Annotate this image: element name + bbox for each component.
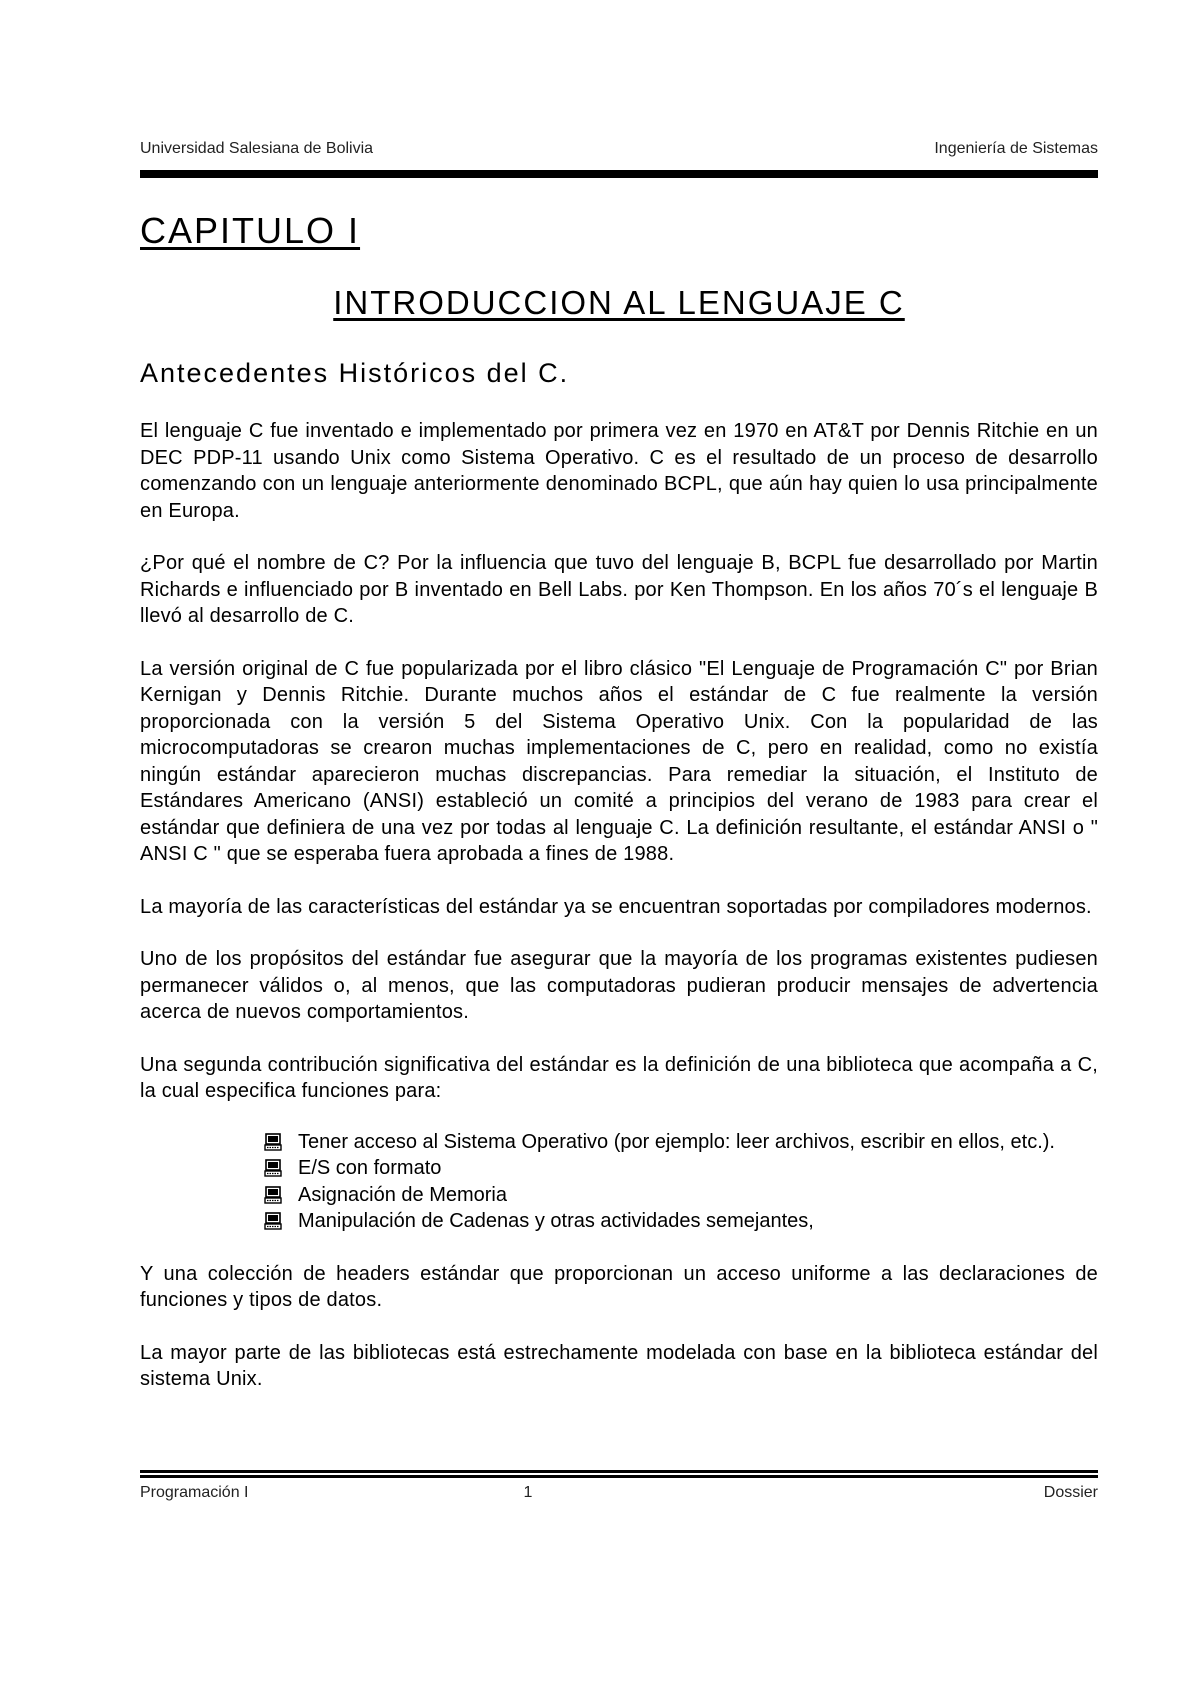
- computer-icon: [264, 1186, 282, 1204]
- paragraph: Uno de los propósitos del estándar fue asegurar que la mayoría de los programas existentes pudiesen permanecer válidos o, al menos, que las computadoras pudieran producir mensajes de advertencia acerca de nuevos comportamientos.: [140, 948, 1098, 1023]
- paragraph: Una segunda contribución significativa del estándar es la definición de una biblioteca que acompaña a C, la cual especifica funciones para:: [140, 1053, 1098, 1102]
- list-item: [264, 1182, 1098, 1209]
- list-item-text: E/S con formato: [298, 1157, 442, 1179]
- document-page: [140, 0, 1098, 1698]
- footer-rule: [140, 1470, 1098, 1478]
- paragraph: ¿Por qué el nombre de C? Por la influencia que tuvo del lenguaje B, BCPL fue desarrollado por Martin Richards e influenciado por B inventado en Bell Labs. por Ken Thompson. En los años 70´s el lenguaje B llevó al desarrollo de C.: [140, 552, 1098, 627]
- page-number: 1: [523, 1484, 533, 1501]
- paragraph: Y una colección de headers estándar que proporcionan un acceso uniforme a las declaraciones de funciones y tipos de datos.: [140, 1262, 1098, 1311]
- paragraph: La mayor parte de las bibliotecas está estrechamente modelada con base en la biblioteca estándar del sistema Unix.: [140, 1341, 1098, 1390]
- chapter-heading: CAPITULO I: [140, 210, 361, 251]
- section-title: Antecedentes Históricos del C.: [140, 358, 570, 388]
- list-item-text: Manipulación de Cadenas y otras actividades semejantes,: [298, 1210, 814, 1232]
- header-rule: [140, 170, 1098, 178]
- paragraph: El lenguaje C fue inventado e implementado por primera vez en 1970 en AT&T por Dennis Ritchie en un DEC PDP-11 usando Unix como Sistema Operativo. C es el resultado de un proceso de desarrollo comenzando con un lenguaje anteriormente denominado BCPL, que aún hay quien lo usa principalmente en Europa.: [140, 420, 1098, 522]
- list-item: [264, 1129, 1098, 1156]
- footer-doc-type: Dossier: [1043, 1484, 1098, 1501]
- body-content: [140, 418, 1098, 1419]
- header-department: Ingeniería de Sistemas: [934, 140, 1098, 157]
- function-list: [140, 1129, 1098, 1235]
- computer-icon: [264, 1159, 282, 1177]
- footer-course: Programación I: [140, 1484, 249, 1501]
- computer-icon: [264, 1133, 282, 1151]
- page-header: [140, 140, 1098, 162]
- list-item-text: Tener acceso al Sistema Operativo (por ejemplo: leer archivos, escribir en ellos, etc.).: [298, 1130, 1055, 1153]
- paragraph: La versión original de C fue popularizada por el libro clásico "El Lenguaje de Programación C" por Brian Kernigan y Dennis Ritchie. Durante muchos años el estándar de C fue realmente la versión proporcionada con la versión 5 del Sistema Operativo Unix. Con la popularidad de las microcomputadoras se crearon muchas implementaciones de C, pero en realidad, como no existía ningún estándar aparecieron muchas discrepancias. Para remediar la situación, el Instituto de Estándares Americano (ANSI) estableció un comité a principios del verano de 1983 para crear el estándar que definiera de una vez por todas al lenguaje C. La definición resultante, el estándar ANSI o " ANSI C " que se esperaba fuera aprobada a fines de 1988.: [140, 657, 1098, 865]
- page-footer: [140, 1484, 1098, 1506]
- chapter-title: INTRODUCCION AL LENGUAJE C: [333, 284, 905, 321]
- paragraph: La mayoría de las características del estándar ya se encuentran soportadas por compiladores modernos.: [140, 895, 1092, 918]
- list-item: [264, 1155, 1098, 1182]
- computer-icon: [264, 1212, 282, 1230]
- list-item-text: Asignación de Memoria: [298, 1183, 507, 1206]
- header-institution: Universidad Salesiana de Bolivia: [140, 140, 374, 157]
- list-item: [264, 1208, 1098, 1235]
